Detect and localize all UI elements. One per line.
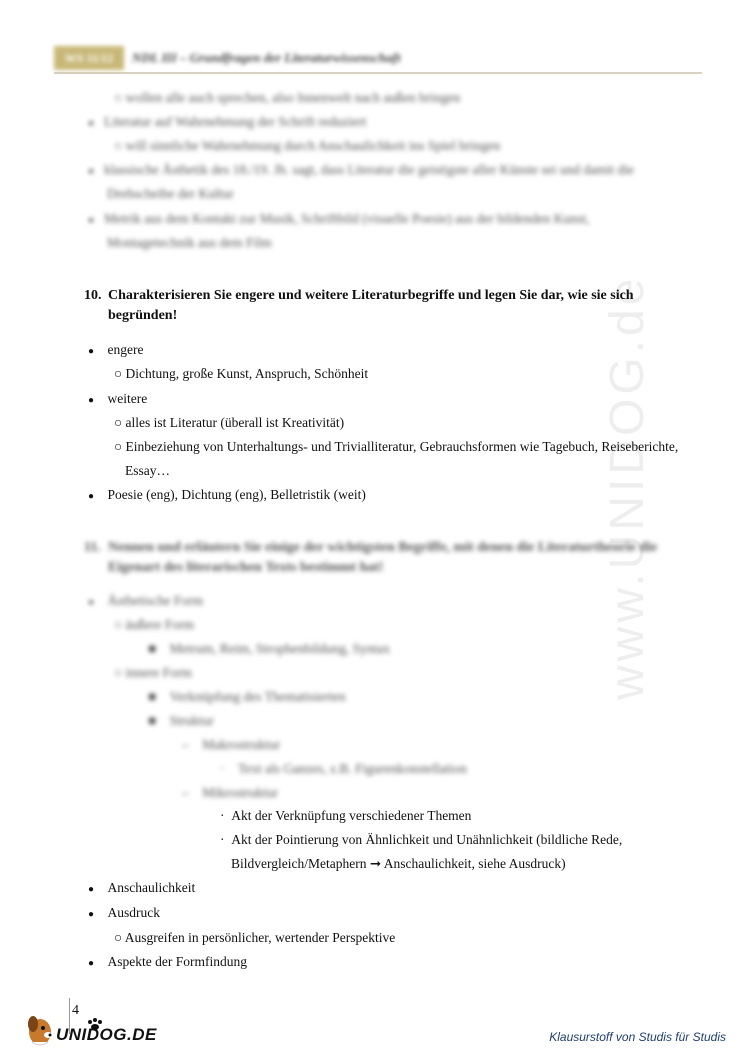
list-item: · Akt der Pointierung von Ähnlichkeit und Unähnlichkeit (bildliche Rede, [220,832,623,847]
question-line: Nennen und erläutern Sie einige der wichtigsten Begriffe, mit denen die Literaturtheorie die [108,540,658,555]
list-item: · Text als Ganzes, z.B. Figurenkonstellation [220,761,467,776]
list-item: ● klassische Ästhetik des 18./19. Jh. sagt, dass Literatur die geistigste aller Künste sei und damit die [88,162,634,177]
list-item: ■ Metrum, Reim, Strophenbildung, Syntax [148,641,391,656]
question-line: begründen! [108,308,178,323]
list-item: ○ wollen alle auch sprechen, also Innenwelt nach außen bringen [114,90,461,105]
list-item: ○ Ausgreifen in persönlicher, wertender Perspektive [114,930,396,945]
list-item: ● engere [88,342,144,357]
list-item: ● Ausdruck [88,905,161,920]
watermark: www.UNIDOG.de [601,274,654,700]
list-item: ○ alles ist Literatur (überall ist Kreativität) [114,415,345,430]
list-item: ○ innere Form [114,665,192,680]
list-item: ○ Einbeziehung von Unterhaltungs- und Trivialliteratur, Gebrauchsformen wie Tagebuch, Reiseberichte, [114,439,679,454]
list-item: ● Anschaulichkeit [88,880,196,895]
list-item: ● Aspekte der Formfindung [88,954,248,969]
list-item: ■ Struktur [148,713,214,728]
page-header [54,44,702,74]
question-11 [84,538,684,578]
semester-tag: WS 11/12 [54,46,124,70]
list-item: ● Literatur auf Wahrnehmung der Schrift reduziert [88,114,367,129]
list-item: ● Poesie (eng), Dichtung (eng), Belletristik (weit) [88,487,366,502]
list-item: – Mikrostruktur [182,785,278,800]
list-item: ■ Verknüpfung des Thematisierten [148,689,346,704]
page-number: 4 [72,1003,79,1018]
list-item: ○ Dichtung, große Kunst, Anspruch, Schönheit [114,366,369,381]
list-item: – Makrostruktur [182,737,281,752]
list-item: Montagetechnik aus dem Film [107,235,272,250]
list-item: Drehscheibe der Kultur [107,186,234,201]
list-item: ● Ästhetische Form [88,593,204,608]
list-item: Essay… [125,463,170,478]
list-item: ● weitere [88,391,148,406]
list-item: ○ äußere Form [114,617,195,632]
question-number: 10. [84,288,102,303]
question-10 [84,286,684,326]
logo-text: UNIDOG.DE [56,1025,157,1044]
list-item: Bildvergleich/Metaphern ➞ Anschaulichkeit, siehe Ausdruck) [231,856,566,871]
question-line: Eigenart des literarischen Texts bestimmt hat! [108,560,384,575]
list-item: ● Metrik aus dem Kontakt zur Musik, Schriftbild (visuelle Poesie) aus der bildenden Kunst, [88,211,590,226]
header-title: NDL III – Grundfragen der Literaturwissenschaft [132,50,401,65]
footer-slogan: Klausurstoff von Studis für Studis [549,1030,726,1044]
question-line: Charakterisieren Sie engere und weitere Literaturbegriffe und legen Sie dar, wie sie sich [108,288,634,303]
question-number: 11. [84,540,101,555]
list-item: · Akt der Verknüpfung verschiedener Themen [220,808,472,823]
list-item: ○ will sinnliche Wahrnehmung durch Anschaulichkeit ins Spiel bringen [114,138,501,153]
